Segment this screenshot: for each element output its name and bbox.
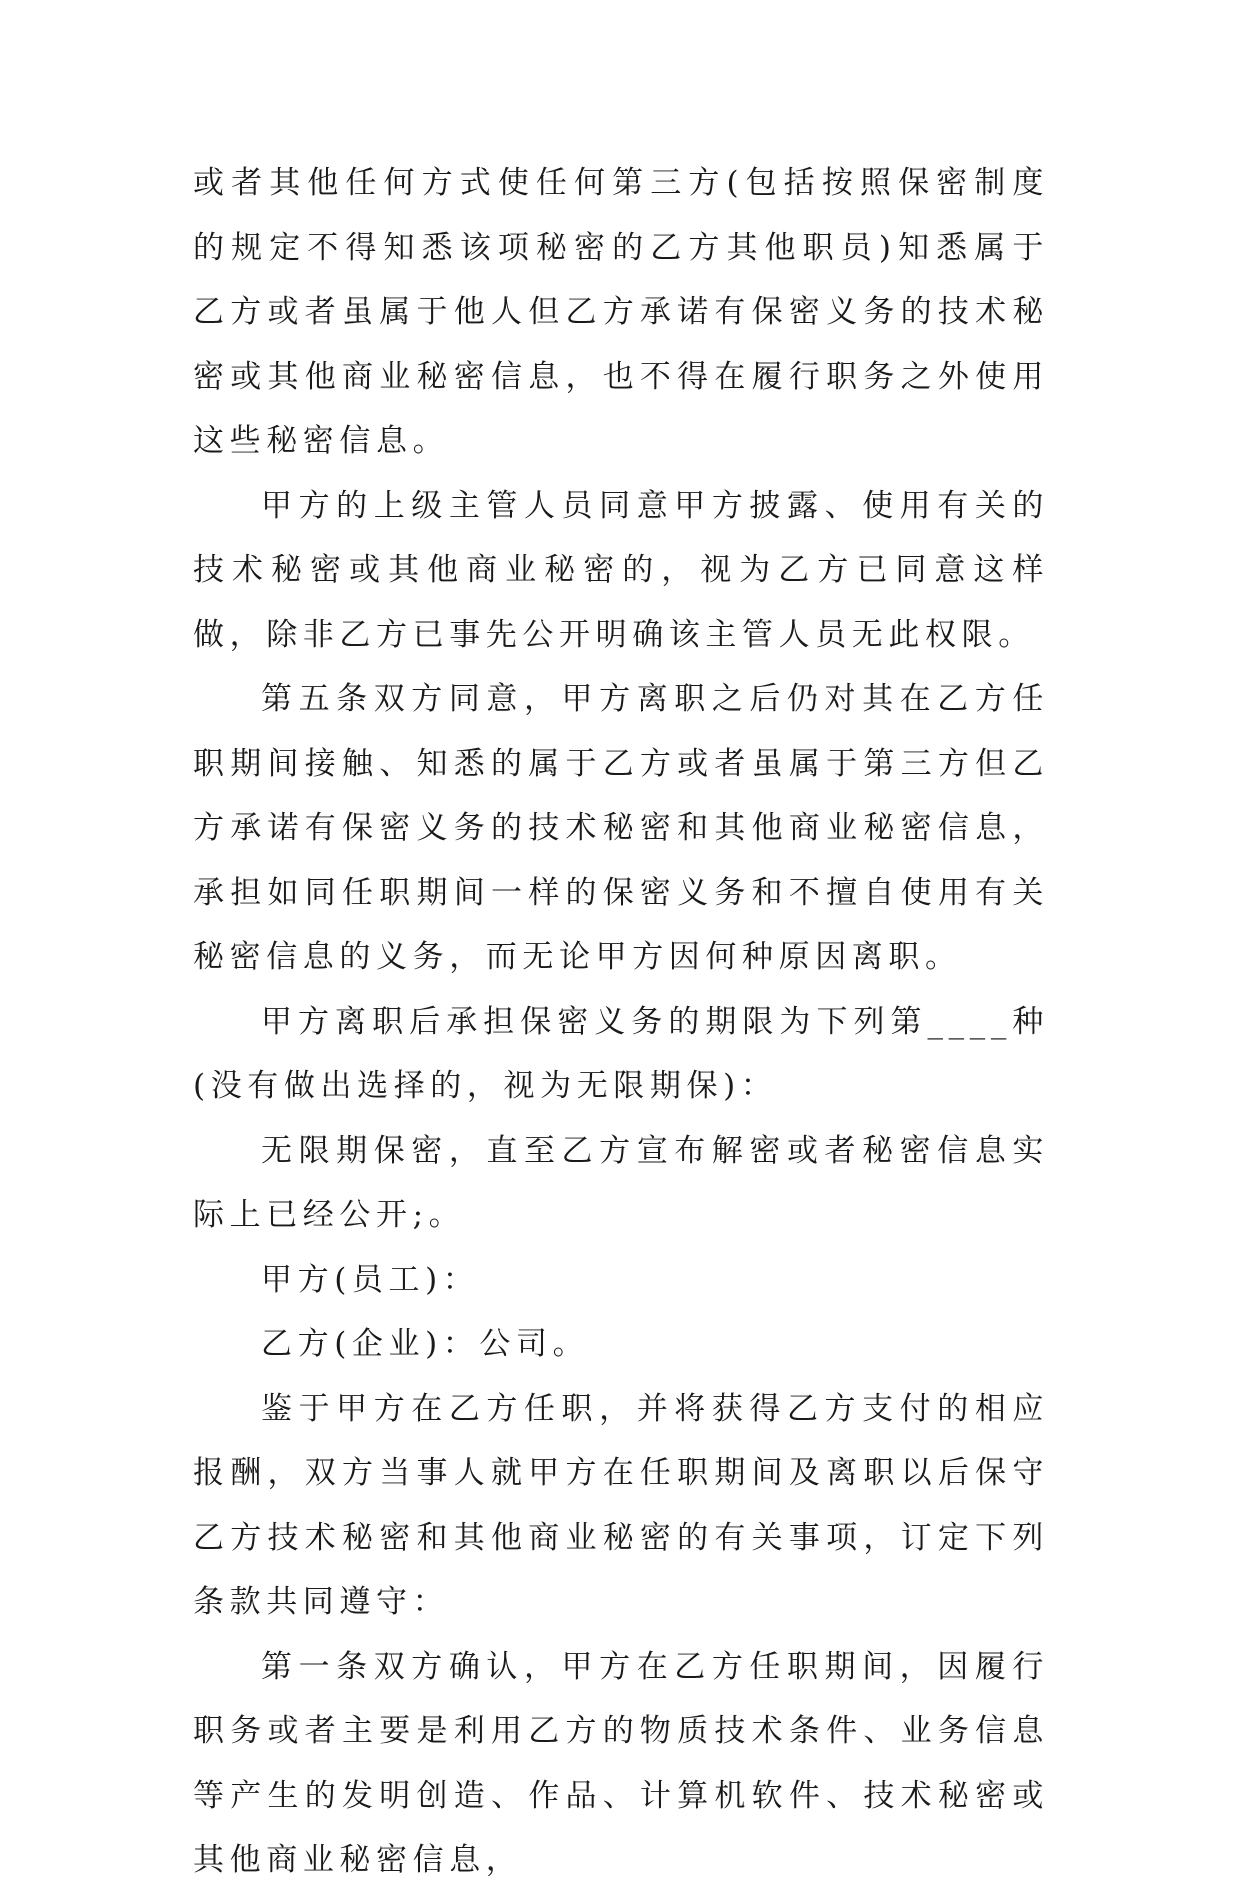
paragraph-continuation: 或者其他任何方式使任何第三方(包括按照保密制度的规定不得知悉该项秘密的乙方其他职员)知悉属于乙方或者虽属于他人但乙方承诺有保密义务的技术秘密或其他商业秘密信息，也不得在履行职务之外使用这些秘密信息。 <box>193 165 1049 459</box>
paragraph-supervisor-consent: 甲方的上级主管人员同意甲方披露、使用有关的技术秘密或其他商业秘密的，视为乙方已同意这样做，除非乙方已事先公开明确该主管人员无此权限。 <box>193 487 1049 653</box>
paragraph-indefinite-term: 无限期保密，直至乙方宣布解密或者秘密信息实际上已经公开;。 <box>193 1132 1049 1233</box>
paragraph-confidentiality-term: 甲方离职后承担保密义务的期限为下列第____种(没有做出选择的，视为无限期保)： <box>193 1003 1049 1104</box>
document-page <box>193 151 1049 1893</box>
party-a-label: 甲方(员工)： <box>261 1261 480 1298</box>
paragraph-article-five: 第五条双方同意，甲方离职之后仍对其在乙方任职期间接触、知悉的属于乙方或者虽属于第三方但乙方承诺有保密义务的技术秘密和其他商业秘密信息，承担如同任职期间一样的保密义务和不擅自使用有关秘密信息的义务，而无论甲方因何种原因离职。 <box>193 681 1049 975</box>
party-b-label: 乙方(企业)：公司。 <box>261 1326 590 1362</box>
paragraph-article-one: 第一条双方确认，甲方在乙方任职期间，因履行职务或者主要是利用乙方的物质技术条件、业务信息等产生的发明创造、作品、计算机软件、技术秘密或其他商业秘密信息， <box>193 1648 1049 1878</box>
paragraph-recital: 鉴于甲方在乙方任职，并将获得乙方支付的相应报酬，双方当事人就甲方在任职期间及离职以后保守乙方技术秘密和其他商业秘密的有关事项，订定下列条款共同遵守： <box>193 1390 1049 1620</box>
